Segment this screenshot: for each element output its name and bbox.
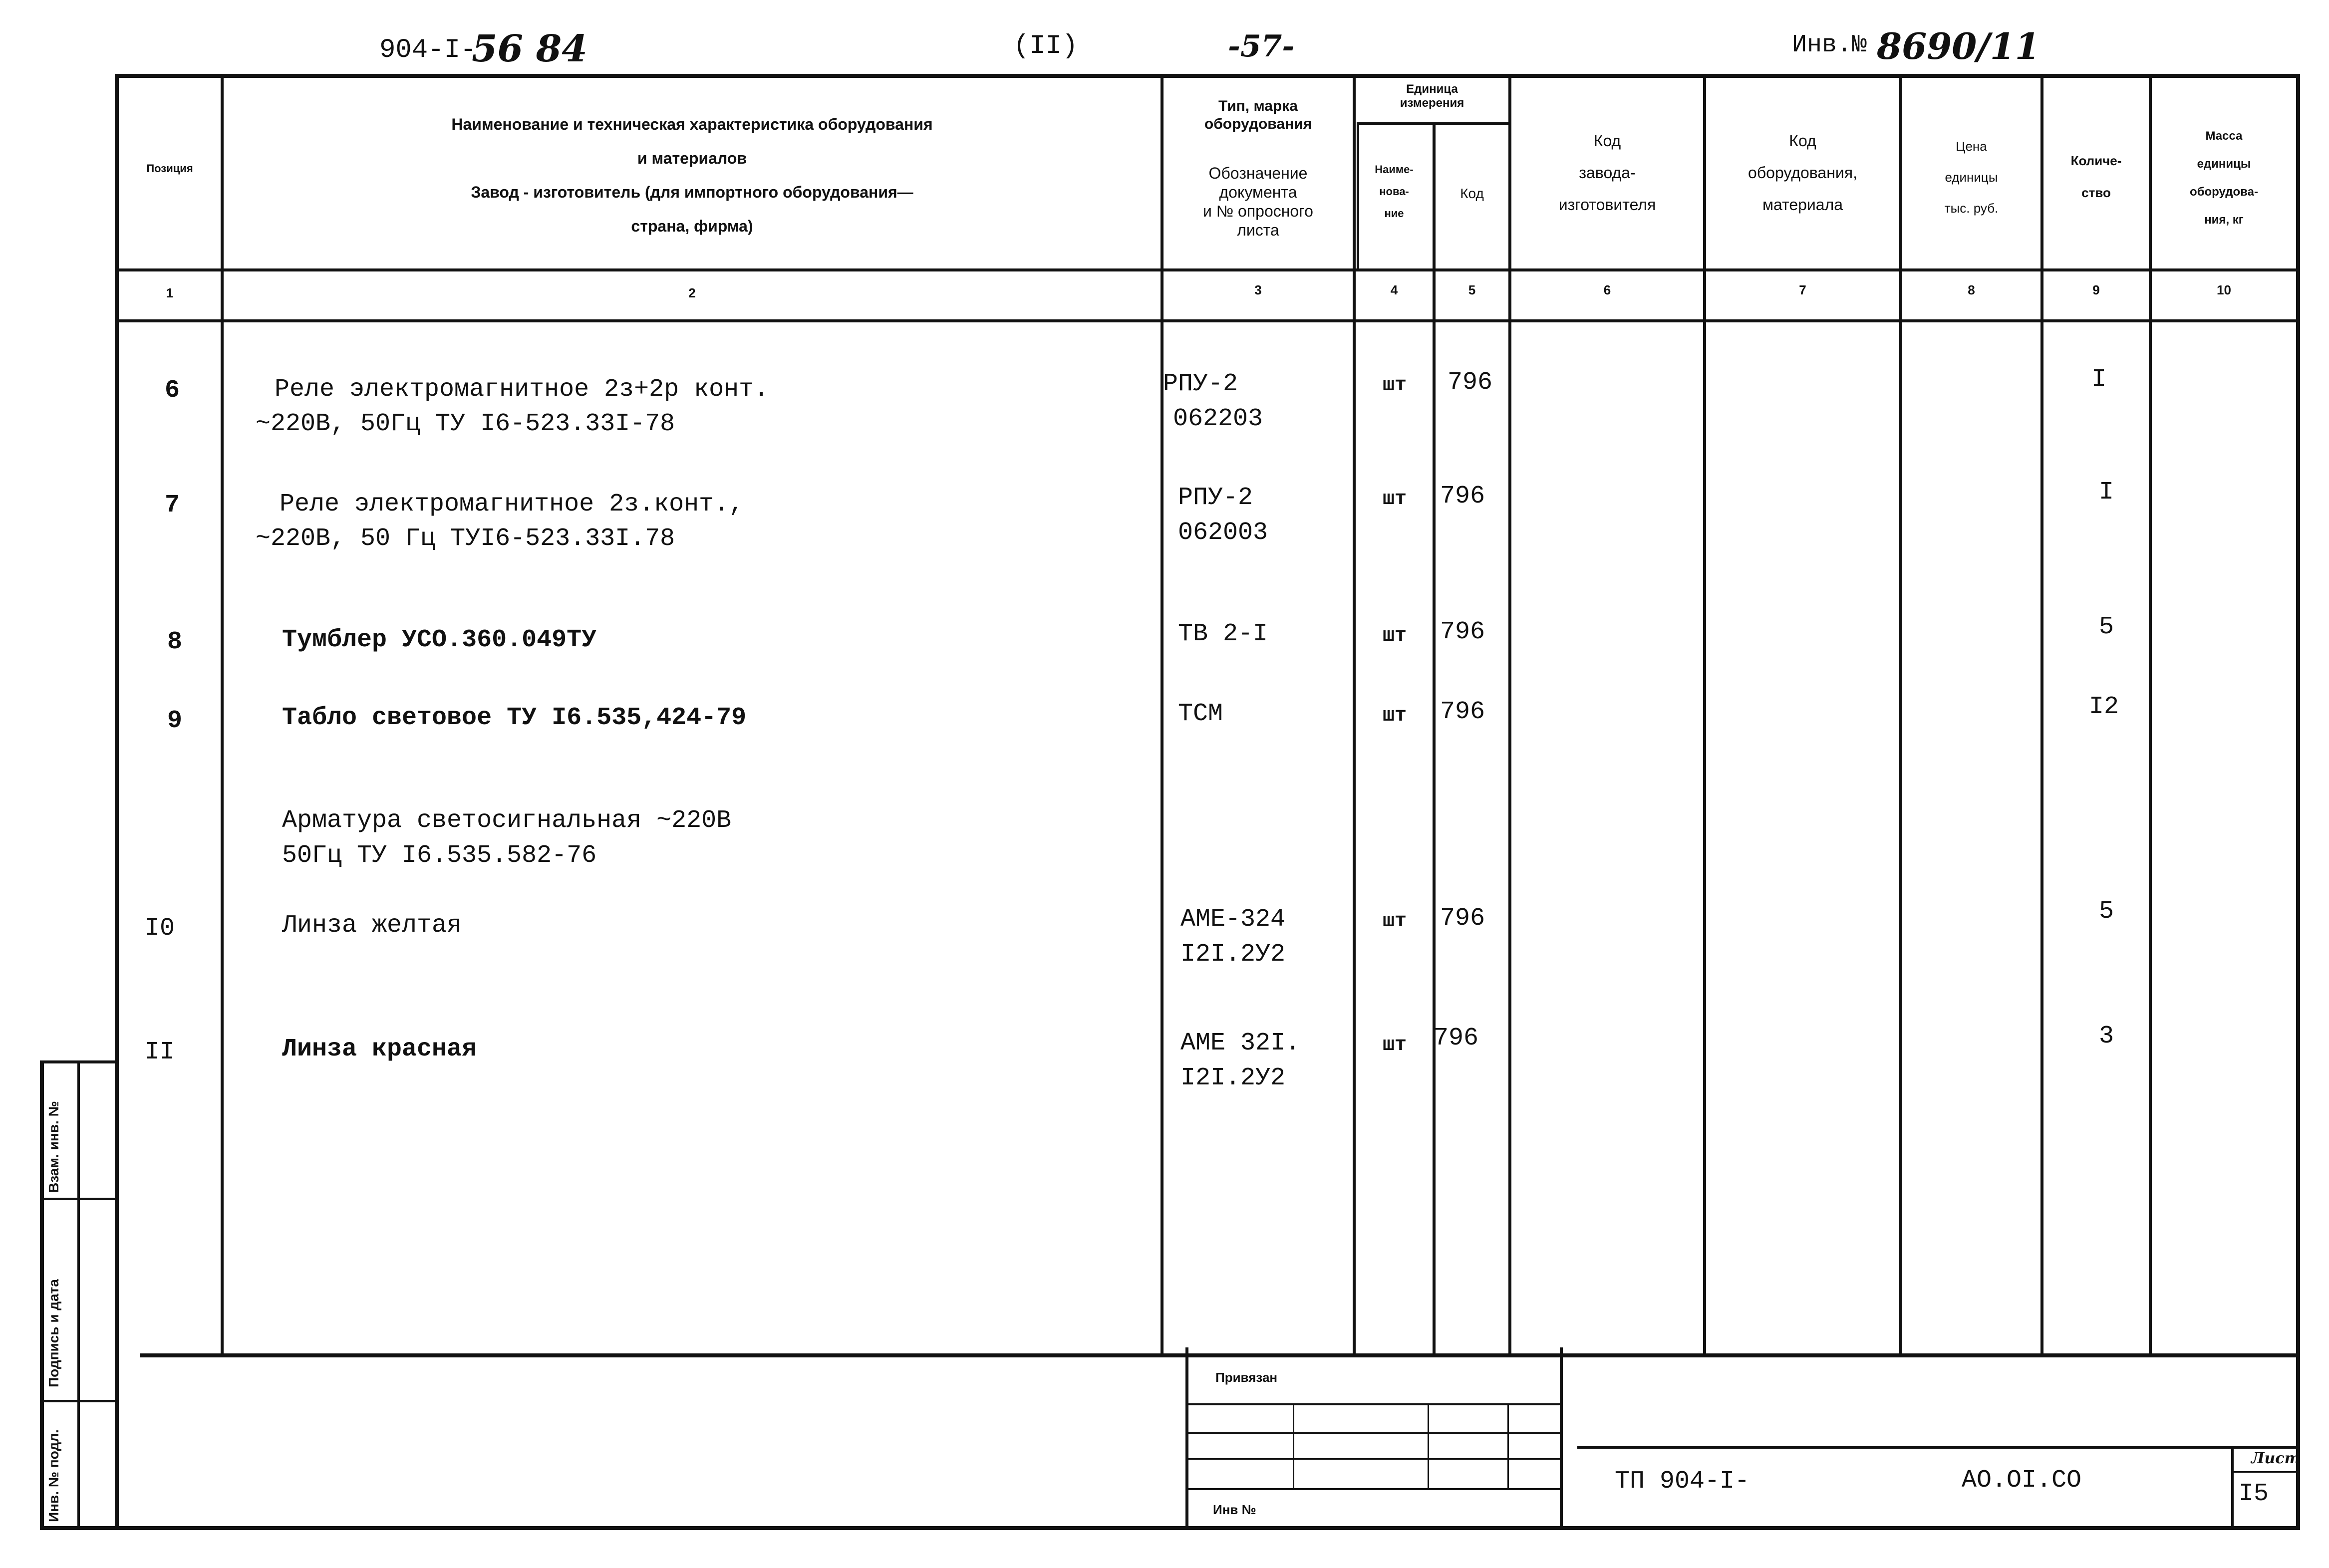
header-designation-line: и № опросного bbox=[1203, 202, 1313, 220]
row-name: Тумблер УСО.360.049ТУ bbox=[282, 626, 597, 654]
row-code: 796 bbox=[1440, 904, 1485, 933]
header-unit-code: Код bbox=[1460, 186, 1484, 201]
row-code: 796 bbox=[1440, 482, 1485, 511]
row-name: ~220В, 50Гц ТУ I6-523.33I-78 bbox=[256, 410, 675, 438]
row-code: 796 bbox=[1448, 368, 1493, 397]
column-number: 5 bbox=[1468, 282, 1476, 297]
row-type: 062203 bbox=[1173, 405, 1263, 433]
row-type: АМЕ 32I. bbox=[1180, 1029, 1301, 1057]
header-position: Позиция bbox=[146, 162, 193, 175]
side-label-signature-date: Подпись и дата bbox=[46, 1279, 61, 1387]
side-label-replaced-inv: Взам. инв. № bbox=[46, 1101, 61, 1193]
header-type-line: Тип, марка bbox=[1218, 98, 1298, 114]
series-handwritten: 56 84 bbox=[472, 27, 587, 70]
row-type: I2I.2У2 bbox=[1180, 1064, 1286, 1092]
header-unit-line: измерения bbox=[1400, 96, 1464, 110]
column-number: 10 bbox=[2217, 282, 2231, 297]
doc-code: АО.ОI.СО bbox=[1962, 1466, 2082, 1495]
header-mass-line: оборудова- bbox=[2190, 185, 2258, 199]
row-quantity: 5 bbox=[2099, 613, 2114, 641]
header-type bbox=[1164, 97, 1353, 133]
series-printed: 904-I- bbox=[379, 35, 477, 65]
header-name-line: страна, фирма) bbox=[631, 217, 753, 235]
row-position: 7 bbox=[165, 491, 180, 520]
row-quantity: 5 bbox=[2099, 897, 2114, 926]
row-unit: шт bbox=[1383, 488, 1407, 511]
header-unit bbox=[1356, 82, 1508, 110]
inv-handwritten: 8690/11 bbox=[1877, 25, 2040, 67]
row-name: Табло световое ТУ I6.535,424-79 bbox=[282, 704, 747, 732]
column-number: 1 bbox=[166, 285, 174, 300]
row-unit: шт bbox=[1383, 705, 1407, 727]
header-quantity-line: Количе- bbox=[2070, 153, 2122, 168]
row-position: II bbox=[145, 1038, 175, 1066]
header-designation-line: документа bbox=[1219, 183, 1297, 201]
header-name-line: Наименование и техническая характеристика оборудования bbox=[451, 115, 933, 133]
column-number: 7 bbox=[1799, 282, 1806, 297]
header-unit-name bbox=[1356, 159, 1433, 225]
row-name: ~220В, 50 Гц ТУI6-523.33I.78 bbox=[256, 524, 675, 553]
row-position: 6 bbox=[165, 376, 180, 405]
row-type: ТВ 2-I bbox=[1178, 620, 1268, 648]
row-unit: шт bbox=[1383, 1034, 1407, 1056]
part-number: (II) bbox=[1013, 31, 1078, 61]
row-unit: шт bbox=[1383, 910, 1407, 933]
page-number: -57- bbox=[1228, 29, 1295, 64]
row-type: РПУ-2 bbox=[1178, 484, 1253, 512]
header-factory-code-line: завода- bbox=[1579, 164, 1636, 182]
row-code: 796 bbox=[1440, 698, 1485, 726]
row-type: РПУ-2 bbox=[1163, 370, 1238, 398]
header-unit-name-line: ние bbox=[1384, 207, 1404, 220]
row-name: Реле электромагнитное 2з.конт., bbox=[280, 490, 744, 519]
column-number: 8 bbox=[1968, 282, 1975, 297]
row-name: Линза красная bbox=[282, 1035, 477, 1063]
side-label-orig-inv: Инв. № подл. bbox=[46, 1429, 61, 1522]
header-price bbox=[1902, 131, 2040, 224]
header-equipment-code-line: материала bbox=[1762, 196, 1843, 214]
header-mass-line: единицы bbox=[2197, 157, 2251, 171]
header-designation-line: Обозначение bbox=[1208, 164, 1308, 182]
header-equipment-code-line: Код bbox=[1789, 132, 1816, 150]
row-type: ТСМ bbox=[1178, 700, 1223, 728]
row-quantity: I2 bbox=[2089, 693, 2119, 721]
row-name: 50Гц ТУ I6.535.582-76 bbox=[282, 841, 597, 870]
row-type: 062003 bbox=[1178, 519, 1268, 547]
header-factory-code-line: Код bbox=[1593, 132, 1621, 150]
header-name-line: и материалов bbox=[637, 149, 747, 167]
column-number: 2 bbox=[688, 285, 696, 300]
header-price-line: единицы bbox=[1945, 170, 1998, 185]
header-equipment-code bbox=[1706, 125, 1899, 221]
row-position: I0 bbox=[145, 914, 175, 943]
row-unit: шт bbox=[1383, 374, 1407, 397]
header-equipment-code-line: оборудования, bbox=[1748, 164, 1857, 182]
header-unit-name-line: нова- bbox=[1379, 185, 1409, 198]
row-code: 796 bbox=[1434, 1024, 1479, 1052]
header-type-line: оборудования bbox=[1204, 116, 1312, 132]
header-price-line: Цена bbox=[1956, 139, 1987, 154]
row-type: АМЕ-324 bbox=[1180, 905, 1286, 934]
header-name-line: Завод - изготовитель (для импортного оборудования— bbox=[471, 183, 913, 201]
row-type: I2I.2У2 bbox=[1180, 940, 1286, 969]
header-quantity-line: ство bbox=[2081, 185, 2111, 200]
header-price-line: тыс. руб. bbox=[1944, 201, 1999, 216]
header-unit-line: Единица bbox=[1406, 82, 1458, 96]
row-quantity: I bbox=[2099, 478, 2114, 507]
column-number: 4 bbox=[1390, 282, 1398, 297]
row-name: Арматура светосигнальная ~220В bbox=[282, 806, 732, 835]
row-name: Линза желтая bbox=[282, 911, 462, 940]
header-factory-code-line: изготовителя bbox=[1558, 196, 1656, 214]
row-quantity: 3 bbox=[2099, 1022, 2114, 1050]
header-mass-line: Масса bbox=[2205, 129, 2243, 143]
header-designation bbox=[1164, 164, 1353, 240]
sheet-label: Лист bbox=[2251, 1450, 2301, 1467]
column-number: 6 bbox=[1603, 282, 1611, 297]
row-code: 796 bbox=[1440, 618, 1485, 646]
header-factory-code bbox=[1511, 125, 1703, 221]
header-mass bbox=[2152, 122, 2296, 234]
row-position: 8 bbox=[167, 628, 183, 656]
doc-prefix: ТП 904-I- bbox=[1615, 1467, 1750, 1496]
header-mass-line: ния, кг bbox=[2204, 213, 2244, 227]
header-name bbox=[224, 107, 1161, 243]
header-quantity bbox=[2043, 145, 2149, 209]
row-name: Реле электромагнитное 2з+2р конт. bbox=[275, 375, 769, 404]
stamp-attached-label: Привязан bbox=[1215, 1370, 1278, 1385]
row-position: 9 bbox=[167, 707, 183, 735]
column-number: 3 bbox=[1254, 282, 1262, 297]
sheet-number: I5 bbox=[2239, 1480, 2269, 1508]
row-quantity: I bbox=[2091, 365, 2107, 394]
stamp-inv-label: Инв № bbox=[1213, 1502, 1256, 1517]
header-designation-line: листа bbox=[1237, 221, 1279, 239]
column-number: 9 bbox=[2092, 282, 2100, 297]
inv-label: Инв.№ bbox=[1792, 31, 1867, 59]
header-unit-name-line: Наиме- bbox=[1375, 163, 1414, 176]
row-unit: шт bbox=[1383, 625, 1407, 647]
